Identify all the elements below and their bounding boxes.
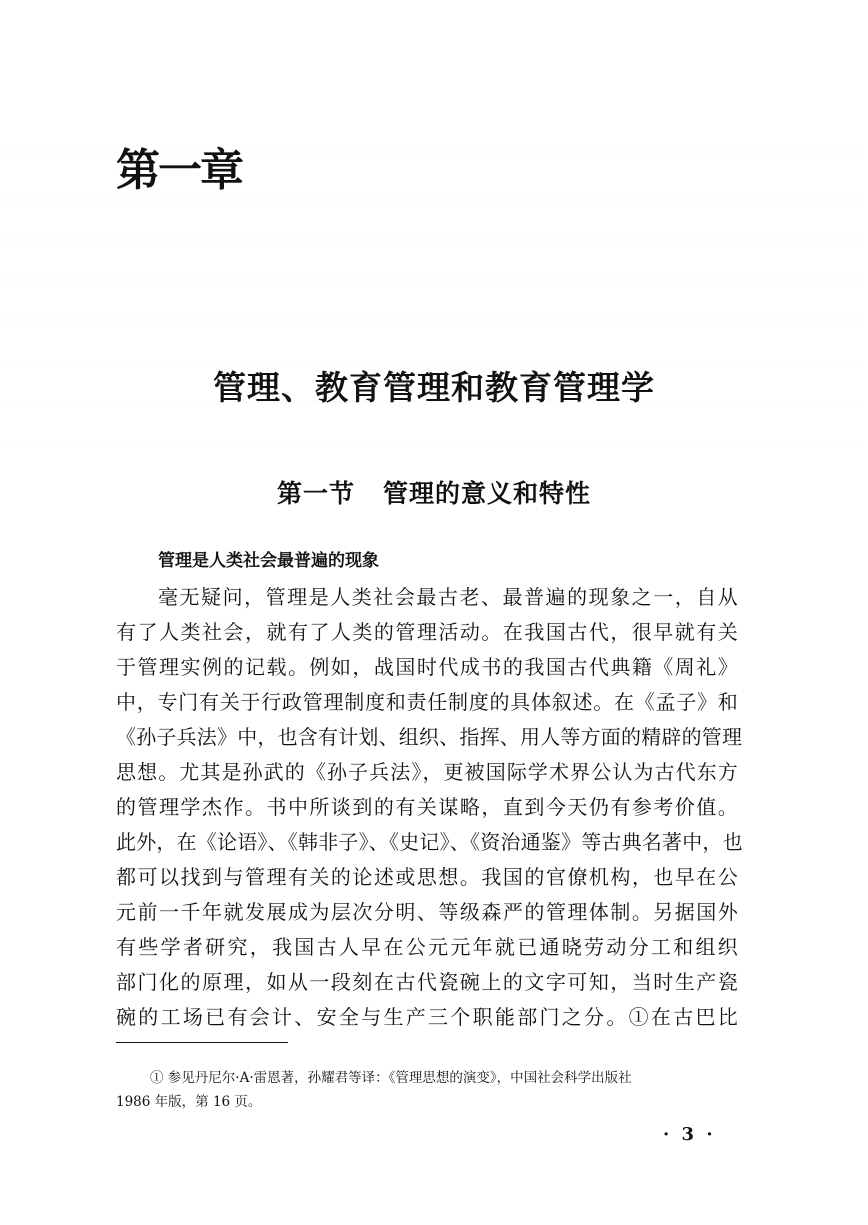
chapter-heading: 第一章: [116, 145, 242, 196]
paragraph-line: 毫无疑问，管理是人类社会最古老、最普遍的现象之一，自从: [158, 585, 738, 609]
footnote-line: 1986 年版，第 16 页。: [116, 1094, 262, 1110]
footnote: [116, 1066, 748, 1114]
section-number: 第一节: [276, 479, 355, 508]
paragraph-line: 元前一千年就发展成为层次分明、等级森严的管理体制。另据国外: [116, 900, 738, 924]
paragraph-line: 的管理学杰作。书中所谈到的有关谋略，直到今天仍有参考价值。: [116, 795, 738, 819]
paragraph-line: 此外，在《论语》、《韩非子》、《史记》、《资治通鉴》等古典名著中，也: [116, 830, 743, 854]
paragraph-line: 碗的工场已有会计、安全与生产三个职能部门之分。①在古巴比: [116, 1005, 738, 1029]
paragraph-line: 部门化的原理，如从一段刻在古代瓷碗上的文字可知，当时生产瓷: [116, 970, 738, 994]
paragraph-line: 有些学者研究，我国古人早在公元元年就已通晓劳动分工和组织: [116, 935, 738, 959]
paragraph-line: 中，专门有关于行政管理制度和责任制度的具体叙述。在《孟子》和: [116, 690, 738, 714]
footnote-line: ① 参见丹尼尔·A·雷恩著，孙耀君等译：《管理思想的演变》，中国社会科学出版社: [150, 1070, 632, 1086]
paragraph-line: 都可以找到与管理有关的论述或思想。我国的官僚机构，也早在公: [116, 865, 738, 889]
part-title: 管理、教育管理和教育管理学: [213, 368, 655, 407]
section-heading: [0, 474, 868, 510]
footnote-rule: [116, 1042, 288, 1043]
page-number: · 3 ·: [663, 1124, 716, 1145]
subheading: 管理是人类社会最普遍的现象: [158, 551, 379, 571]
body-paragraph: [116, 580, 743, 1035]
paragraph-line: 有了人类社会，就有了人类的管理活动。在我国古代，很早就有关: [116, 620, 738, 644]
paragraph-line: 思想。尤其是孙武的《孙子兵法》，更被国际学术界公认为古代东方: [116, 760, 738, 784]
paragraph-line: 《孙子兵法》中，也含有计划、组织、指挥、用人等方面的精辟的管理: [116, 725, 743, 749]
section-title: 管理的意义和特性: [383, 479, 592, 508]
paragraph-line: 于管理实例的记载。例如，战国时代成书的我国古代典籍《周礼》: [116, 655, 738, 679]
